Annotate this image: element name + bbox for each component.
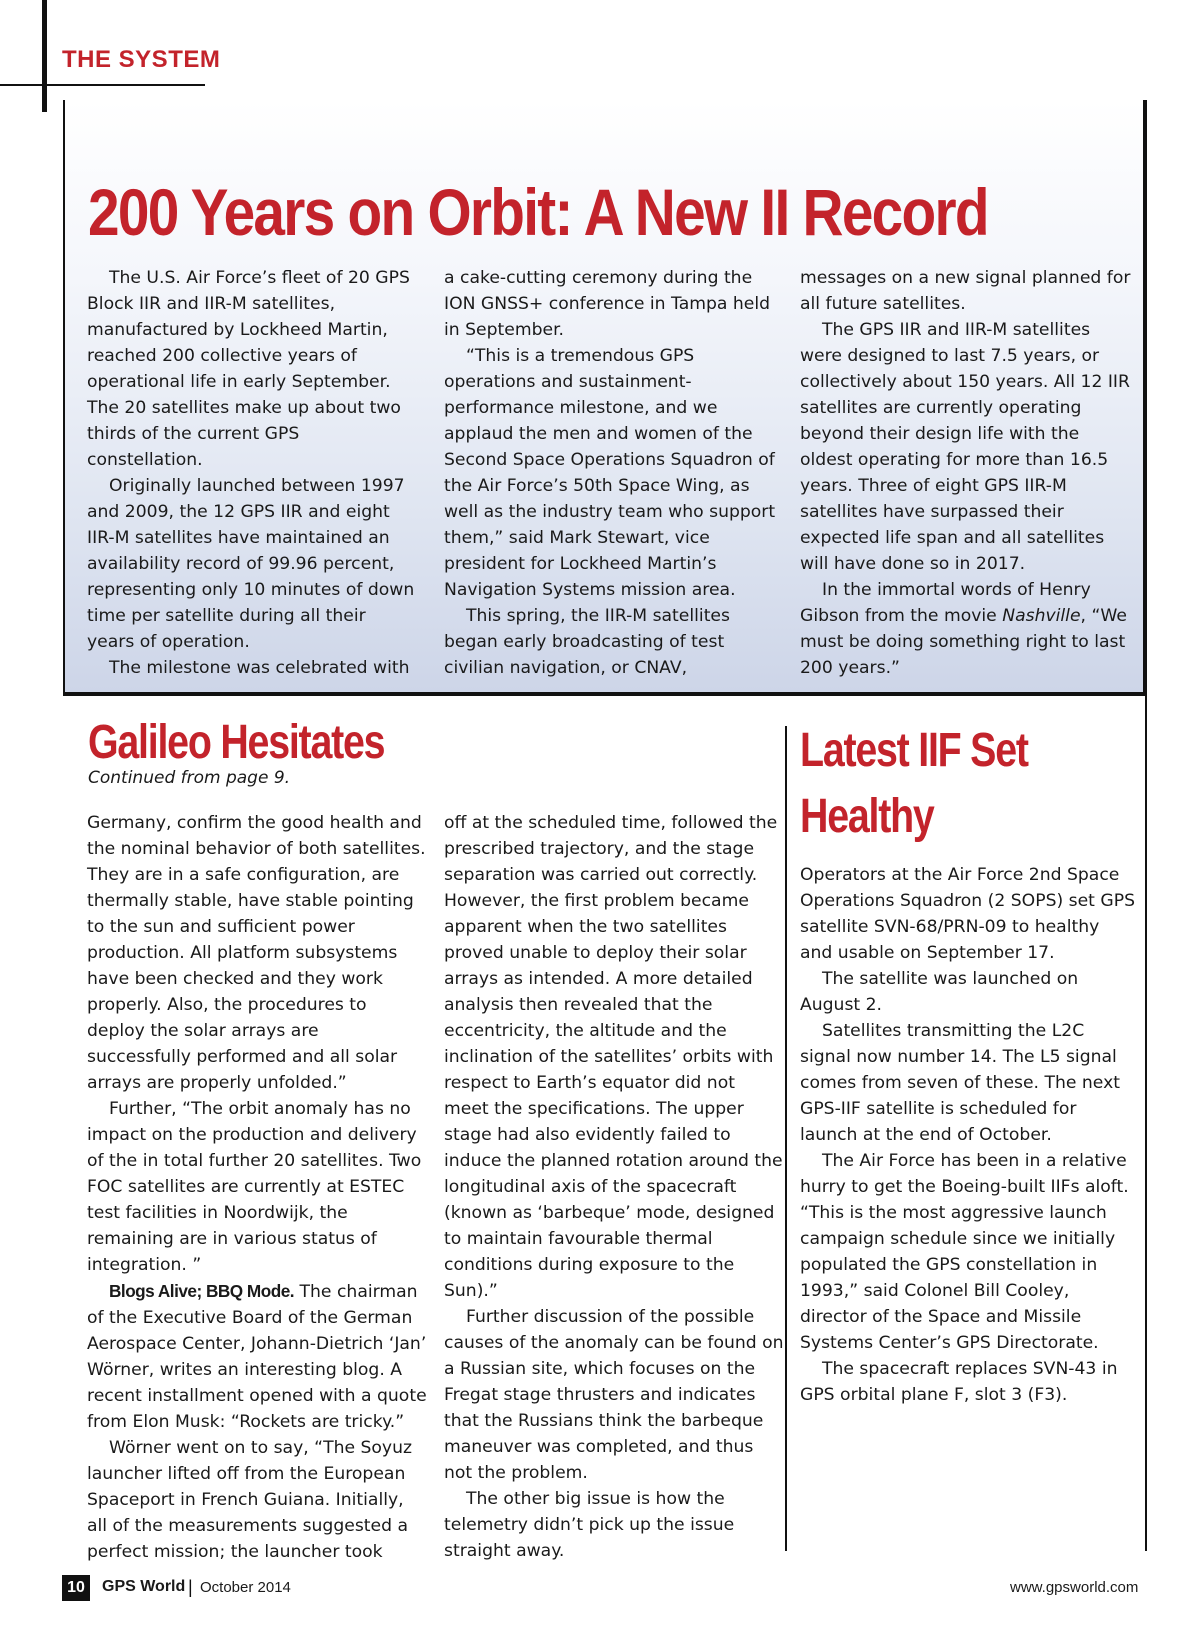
- galileo-paragraph: Germany, confirm the good health and the nominal behavior of both satellites. They are in a safe configuration, are thermally stable, have stable pointing to the sun and sufficient power production. All platform subsystems have been checked and they work properly. Also, the procedures to deploy the solar arrays are successfully performed and all solar arrays are properly unfolded.”: [87, 813, 426, 1093]
- iif-paragraph: Operators at the Air Force 2nd Space Operations Squadron (2 SOPS) set GPS satellite SVN-68/PRN-09 to healthy and usable on September 17.: [800, 865, 1135, 963]
- galileo-paragraph: off at the scheduled time, followed the prescribed trajectory, and the stage separation was carried out correctly. However, the first problem became apparent when the two satellites proved unable to deploy their solar arrays as intended. A more detailed analysis then revealed that the eccentricity, the altitude and the inclination of the satellites’ orbits with respect to Earth’s equator did not meet the specifications. The upper stage had also evidently failed to induce the planned rotation around the longitudinal axis of the spacecraft (known as ‘barbeque’ mode, designed to maintain favourable thermal conditions during exposure to the Sun).”: [444, 813, 783, 1301]
- feature-paragraph: a cake-cutting ceremony during the ION GNSS+ conference in Tampa held in September.: [444, 268, 771, 340]
- run-in-head: Blogs Alive; BBQ Mode.: [109, 1281, 295, 1301]
- feature-paragraph: The U.S. Air Force’s fleet of 20 GPS Block IIR and IIR-M satellites, manufactured by Lockheed Martin, reached 200 collective years of operational life in early September. The 20 satellites make up about two thirds of the current GPS constellation.: [87, 268, 410, 470]
- feature-paragraph-quote: [800, 577, 1135, 681]
- continued-note: Continued from page 9.: [88, 768, 291, 788]
- iif-paragraph: Satellites transmitting the L2C signal now number 14. The L5 signal comes from seven of these. The next GPS-IIF satellite is scheduled for launch at the end of October.: [800, 1021, 1120, 1145]
- iif-headline: [800, 718, 1028, 850]
- iif-paragraph: The satellite was launched on August 2.: [800, 969, 1079, 1015]
- page-number: 10: [62, 1575, 90, 1601]
- feature-text: , “We must be doing something right to last 200 years.”: [800, 606, 1127, 678]
- galileo-column-2: [444, 810, 784, 1564]
- galileo-column-1: [87, 810, 427, 1565]
- galileo-headline: Galileo Hesitates: [88, 716, 385, 769]
- feature-column-3: [800, 265, 1135, 681]
- galileo-text: The chairman of the Executive Board of the German Aerospace Center, Johann-Dietrich ‘Jan’ Wörner, writes an interesting blog. A recent installment opened with a quote from Elon Musk: “Rockets are tricky.”: [87, 1282, 427, 1432]
- iif-paragraph: The spacecraft replaces SVN-43 in GPS orbital plane F, slot 3 (F3).: [800, 1359, 1118, 1405]
- feature-paragraph: “This is a tremendous GPS operations and sustainment-performance milestone, and we applaud the men and women of the Second Space Operations Squadron of the Air Force’s 50th Space Wing, as well as the industry team who support them,” said Mark Stewart, vice president for Lockheed Martin’s Navigation Systems mission area.: [444, 346, 776, 600]
- galileo-paragraph: Further discussion of the possible causes of the anomaly can be found on a Russian site, which focuses on the Fregat stage thrusters and indicates that the Russians think the barbeque maneuver was completed, and thus not the problem.: [444, 1307, 784, 1483]
- feature-paragraph: The milestone was celebrated with: [109, 658, 410, 678]
- feature-column-2: [444, 265, 779, 681]
- galileo-paragraph: [87, 1278, 427, 1435]
- galileo-paragraph: The other big issue is how the telemetry didn’t pick up the issue straight away.: [444, 1489, 735, 1561]
- section-tag-vertical-rule: [42, 0, 47, 112]
- section-tag: THE SYSTEM: [62, 46, 221, 73]
- galileo-paragraph: Wörner went on to say, “The Soyuz launcher lifted off from the European Spaceport in French Guiana. Initially, all of the measurements suggested a perfect mission; the launcher took: [87, 1438, 413, 1562]
- iif-paragraph: The Air Force has been in a relative hurry to get the Boeing-built IIFs aloft. “This is the most aggressive launch campaign schedule since we initially populated the GPS constellation in 1993,” said Colonel Bill Cooley, director of the Space and Missile Systems Center’s GPS Directorate.: [800, 1151, 1129, 1353]
- feature-text: In the immortal words of Henry Gibson from the movie: [800, 580, 1091, 626]
- feature-paragraph: messages on a new signal planned for all future satellites.: [800, 268, 1131, 314]
- column-divider: [785, 726, 787, 1551]
- feature-title: 200 Years on Orbit: A New II Record: [88, 175, 988, 249]
- iif-headline-line-1: Latest IIF Set: [800, 724, 1028, 777]
- galileo-paragraph: Further, “The orbit anomaly has no impact on the production and delivery of the in total further 20 satellites. Two FOC satellites are currently at ESTEC test facilities in Noordwijk, the remaining are in various status of integration. ”: [87, 1099, 422, 1275]
- footer-separator: |: [188, 1577, 193, 1597]
- feature-paragraph: The GPS IIR and IIR-M satellites were designed to last 7.5 years, or collectively about 150 years. All 12 IIR satellites are currently operating beyond their design life with the oldest operating for more than 16.5 years. Three of eight GPS IIR-M satellites have surpassed their expected life span and all satellites will have done so in 2017.: [800, 320, 1130, 574]
- issue-date: October 2014: [200, 1579, 291, 1596]
- right-page-rule: [1145, 100, 1147, 1551]
- section-tag-horizontal-rule: [0, 84, 205, 86]
- feature-paragraph: Originally launched between 1997 and 2009, the 12 GPS IIR and eight IIR-M satellites have maintained an availability record of 99.96 percent, representing only 10 minutes of down time per satellite during all their years of operation.: [87, 476, 415, 652]
- iif-headline-line-2: Healthy: [800, 790, 934, 843]
- publication-name: GPS World: [102, 1578, 186, 1595]
- movie-title: Nashville: [1002, 606, 1081, 626]
- feature-column-1: [87, 265, 417, 681]
- website-url: www.gpsworld.com: [1010, 1579, 1139, 1596]
- feature-paragraph: This spring, the IIR-M satellites began early broadcasting of test civilian navigation, or CNAV,: [444, 606, 730, 678]
- iif-column: [800, 862, 1135, 1408]
